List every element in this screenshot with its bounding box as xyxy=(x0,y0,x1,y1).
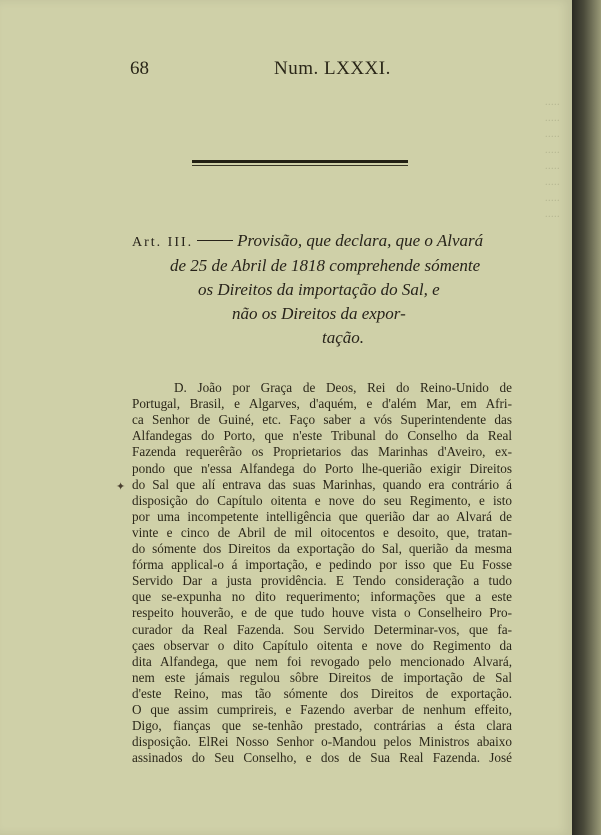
body-line: Portugal, Brasil, e Algarves, d'aquém, e d'além Mar, em Afri- xyxy=(132,396,512,412)
article-title-line: não os Direitos da expor- xyxy=(232,304,406,323)
body-line: d'este Reino, mas tão sómente dos Direitos de exportação. xyxy=(132,685,512,701)
body-line: Fazenda requerêrão os Proprietarios das Marinhas d'Aveiro, ex- xyxy=(132,444,512,460)
body-line: D. João por Graça de Deos, Rei do Reino-Unido de xyxy=(174,380,512,395)
article-title-line: os Direitos da importação do Sal, e xyxy=(198,280,440,299)
body-line: curador da Real Fazenda. Sou Servido Determinar-vos, que fa- xyxy=(132,621,512,637)
thin-rule xyxy=(192,165,408,166)
book-gutter xyxy=(572,0,601,835)
body-line: dita Alfandega, que nem foi revogado pelo mencionado Alvará, xyxy=(132,653,512,669)
body-line: O que assim cumprireis, e Fazendo averbar de nenhum effeito, xyxy=(132,702,512,717)
body-line: çaes observar o dito Capítulo oitenta e nove do Regimento da xyxy=(132,637,512,653)
body-line: respeito houverão, e de que tudo houve vista o Conselheiro Pro- xyxy=(132,605,512,621)
page-number: 68 xyxy=(130,58,149,79)
running-head: Num. LXXXI. xyxy=(274,58,391,79)
body-line: do sómente dos Direitos da exportação do Sal, querião da mesma xyxy=(132,541,512,556)
article-title-line: tação. xyxy=(322,328,365,347)
ink-mark: ✦ xyxy=(116,480,126,493)
body-line: que se-expunha no dito requerimento; informações que a este xyxy=(132,589,512,605)
body-line: Digo, fianças que se-tenhão prestado, contrárias a ésta clara xyxy=(132,718,512,734)
body-line: Alfandegas do Porto, que n'este Tribunal do Conselho da Real xyxy=(132,428,512,444)
body-line: ca Senhor de Guiné, etc. Faço saber a vós Superintendente das xyxy=(132,412,512,428)
body-line: Servido Dar a justa providência. E Tendo consideração a tudo xyxy=(132,573,512,589)
article-title-line: Provisão, que declara, que o Alvará xyxy=(237,231,484,250)
article-label: Art. III. xyxy=(132,235,194,250)
body-line: por uma incompetente intelligência que querião dar ao Alvará de xyxy=(132,508,512,524)
body-line: disposição. ElRei Nosso Senhor o-Mandou pelos Ministros abaixo xyxy=(132,734,512,750)
show-through-bleed: ····· ····· ····· ····· ····· ····· ····· ····· xyxy=(545,97,560,223)
body-line: vinte e cinco de Abril de mil oitocentos e desoito, que, tratan- xyxy=(132,524,512,540)
body-line: pondo que n'essa Alfandega do Porto lhe-querião exigir Direitos xyxy=(132,460,512,476)
body-line: disposição do Capítulo oitenta e nove do seu Regimento, e isto xyxy=(132,492,512,508)
body-line: assinados do Seu Conselho, e dos de Sua Real Fazenda. José xyxy=(132,750,512,766)
body-line: nem este jámais regulou sôbre Direitos de importação de Sal xyxy=(132,669,512,685)
body-line: do Sal que alí entrava das suas Marinhas, quando era contrário á xyxy=(132,476,512,492)
thick-rule xyxy=(192,160,408,163)
page-header xyxy=(130,58,460,88)
body-line: fórma applical-o á importação, e pedindo por isso que Eu Fosse xyxy=(132,557,512,573)
em-dash-rule xyxy=(197,240,233,241)
article-title-line: de 25 de Abril de 1818 comprehende sómente xyxy=(170,256,481,275)
